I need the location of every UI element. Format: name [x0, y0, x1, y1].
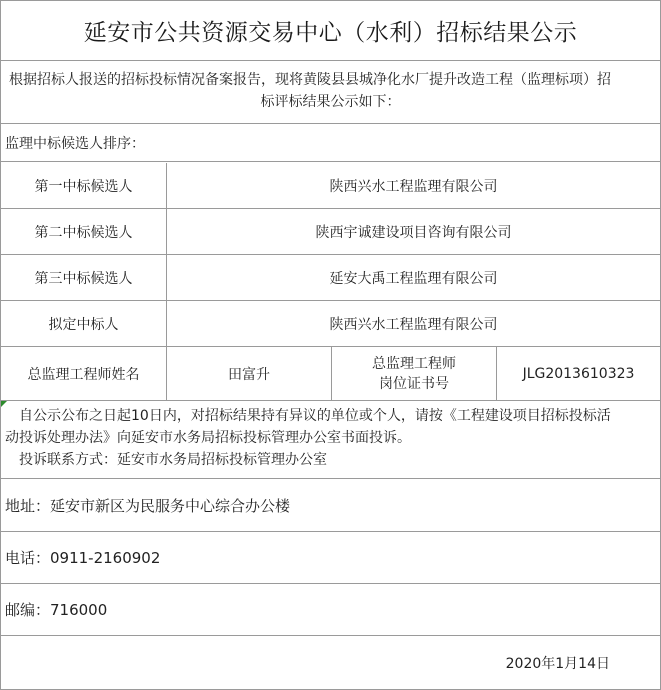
notice-line-2: 动投诉处理办法》向延安市水务局招标投标管理办公室书面投诉。: [5, 430, 411, 446]
certificate-number: JLG2013610323: [522, 365, 635, 382]
notice-line-1: 自公示公布之日起10日内，对招标结果持有异议的单位或个人，请按《工程建设项目招标投标活: [19, 408, 611, 424]
chief-engineer-name-label: 总监理工程师姓名: [1, 347, 167, 400]
candidate-company: 陕西宇诚建设项目咨询有限公司: [315, 224, 512, 241]
candidate-label: 第三中标候选人: [1, 255, 167, 300]
publish-date: 2020年1月14日: [505, 656, 610, 672]
proposed-winner-company: 陕西兴水工程监理有限公司: [329, 316, 498, 333]
intro-line-2: 标评标结果公示如下：: [260, 94, 401, 110]
candidate-label: 第一中标候选人: [1, 163, 167, 208]
proposed-winner-row: [1, 301, 660, 347]
candidate-row-3: [1, 255, 660, 301]
complaint-notice: [1, 401, 660, 479]
candidate-company: 延安大禹工程监理有限公司: [329, 270, 498, 287]
phone-row: 电话：0911-2160902: [1, 532, 660, 584]
certificate-label-line-1: 总监理工程师: [372, 355, 456, 372]
candidate-label: 第二中标候选人: [1, 209, 167, 254]
address-row: 地址：延安市新区为民服务中心综合办公楼: [1, 480, 660, 532]
postcode-row: 邮编：716000: [1, 584, 660, 636]
intro-paragraph: [1, 61, 660, 124]
proposed-winner-label: 拟定中标人: [1, 301, 167, 346]
ranking-label: 监理中标候选人排序：: [1, 125, 660, 162]
page-title: 延安市公共资源交易中心（水利）招标结果公示: [1, 1, 660, 61]
cell-corner-marker: [1, 401, 7, 407]
complaint-contact: 投诉联系方式：延安市水务局招标投标管理办公室: [19, 452, 327, 468]
candidate-row-1: [1, 163, 660, 209]
certificate-number-label: [332, 347, 497, 400]
candidate-row-2: [1, 209, 660, 255]
certificate-label-line-2: 岗位证书号: [379, 375, 449, 392]
chief-engineer-row: [1, 347, 660, 401]
intro-line-1: 根据招标人报送的招标投标情况备案报告，现将黄陵县县城净化水厂提升改造工程（监理标项）招: [9, 72, 611, 88]
chief-engineer-name: 田富升: [167, 347, 332, 400]
candidate-company: 陕西兴水工程监理有限公司: [329, 178, 498, 195]
